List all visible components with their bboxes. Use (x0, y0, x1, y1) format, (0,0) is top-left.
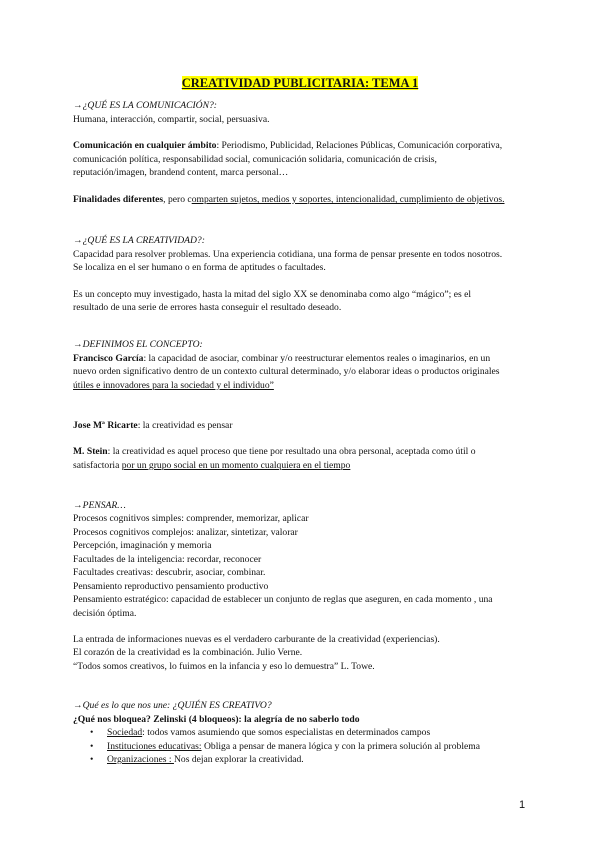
paragraph: reputación/imagen, brandend content, marca personal… (73, 167, 289, 178)
heading-pensar: →PENSAR… (73, 500, 126, 511)
paragraph: Es un concepto muy investigado, hasta la mitad del siglo XX se denominaba como algo “mágico”; es el (73, 289, 472, 300)
paragraph: Francisco García: la capacidad de asociar, combinar y/o reestructurar elementos reales o imaginarios, en un (73, 353, 491, 364)
list-line: Facultades creativas: descubrir, asociar, combinar. (73, 567, 266, 578)
heading-comunicacion: →¿QUÉ ES LA COMUNICACIÓN?: (73, 100, 217, 111)
list-line: Pensamiento estratégico: capacidad de establecer un conjunto de reglas que aseguren, en cada momento , una (73, 594, 493, 605)
list-line: Percepción, imaginación y memoria (73, 540, 212, 551)
list-line: decisión óptima. (73, 608, 137, 619)
paragraph: Capacidad para resolver problemas. Una experiencia cotidiana, una forma de pensar presente en todos nosotros. (73, 249, 503, 260)
heading-quien-es-creativo: →Qué es lo que nos une: ¿QUIÉN ES CREATIVO? (73, 700, 272, 711)
paragraph: resultado de una serie de errores hasta conseguir el resultado deseado. (73, 302, 342, 313)
bullet-item: • Organizaciones : Nos dejan explorar la creatividad. (90, 754, 304, 765)
heading-creatividad: →¿QUÉ ES LA CREATIVIDAD?: (73, 235, 205, 246)
list-line: Facultades de la inteligencia: recordar, reconocer (73, 554, 262, 565)
bullet-item: • Sociedad: todos vamos asumiendo que somos especialistas en determinados campos (90, 727, 431, 738)
bullet-icon: • (90, 727, 94, 738)
heading-definimos: →DEFINIMOS EL CONCEPTO: (73, 339, 203, 350)
paragraph: M. Stein: la creatividad es aquel proceso que tiene por resultado una obra personal, aceptada como útil o (73, 446, 476, 457)
paragraph: Se localiza en el ser humano o en forma de aptitudes o facultades. (73, 262, 326, 273)
paragraph: Humana, interacción, compartir, social, persuasiva. (73, 114, 270, 125)
bullet-icon: • (90, 741, 94, 752)
document-title: CREATIVIDAD PUBLICITARIA: TEMA 1 (181, 76, 419, 90)
paragraph: Jose Mª Ricarte: la creatividad es pensar (73, 420, 233, 431)
paragraph: ¿Qué nos bloquea? Zelinski (4 bloqueos): la alegría de no saberlo todo (73, 714, 360, 725)
quote: “Todos somos creativos, lo fuimos en la infancia y eso lo demuestra” L. Towe. (73, 661, 375, 672)
list-line: Procesos cognitivos complejos: analizar, sintetizar, valorar (73, 527, 298, 538)
paragraph: comunicación política, responsabilidad social, comunicación solidaria, comunicación de crisis, (73, 154, 437, 165)
list-line: Pensamiento reproductivo pensamiento productivo (73, 581, 269, 592)
paragraph: El corazón de la creatividad es la combinación. Julio Verne. (73, 647, 303, 658)
page-number: 1 (519, 799, 526, 811)
paragraph: nuevo orden significativo dentro de un contexto cultural determinado, y/o elaborar ideas o productos originales (73, 366, 500, 377)
bullet-item: • Instituciones educativas: Obliga a pensar de manera lógica y con la primera solución al problema (90, 741, 480, 752)
paragraph: Finalidades diferentes, pero comparten sujetos, medios y soportes, intencionalidad, cumplimiento de objetivos. (73, 194, 505, 205)
paragraph: útiles e innovadores para la sociedad y el individuo” (73, 380, 274, 391)
paragraph: Comunicación en cualquier ámbito: Periodismo, Publicidad, Relaciones Públicas, Comunicación corporativa, (73, 140, 503, 151)
paragraph: satisfactoria por un grupo social en un momento cualquiera en el tiempo (73, 460, 351, 471)
paragraph: La entrada de informaciones nuevas es el verdadero carburante de la creatividad (experiencias). (73, 634, 440, 645)
bullet-icon: • (90, 754, 94, 765)
list-line: Procesos cognitivos simples: comprender, memorizar, aplicar (73, 513, 309, 524)
